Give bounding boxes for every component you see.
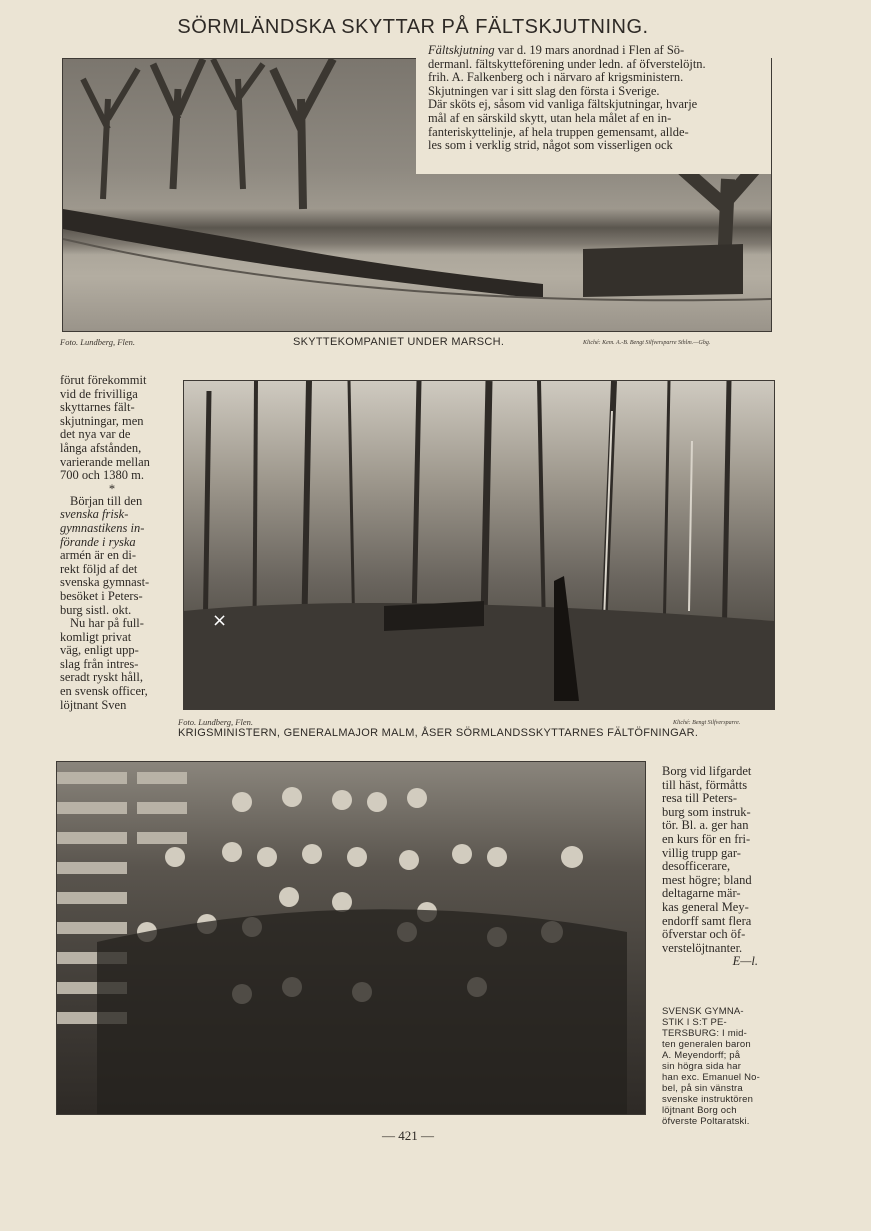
text-line: desofficerare, bbox=[662, 859, 731, 874]
text-line: Nu har på full- bbox=[70, 616, 144, 631]
caption-line: öfverste Poltaratski. bbox=[662, 1116, 750, 1127]
cliche-credit: Kliché: Bengt Silfversparre. bbox=[673, 720, 741, 726]
forest-scene-icon bbox=[184, 381, 774, 709]
text-line: Borg vid lifgardet bbox=[662, 764, 752, 778]
text-line: löjtnant Sven bbox=[60, 697, 127, 712]
intro-line: dermanl. fältskytteförening under ledn. af öfverstelöjtn. bbox=[428, 56, 706, 71]
text-line: till häst, förmåtts bbox=[662, 777, 748, 792]
text-line: burg sistl. okt. bbox=[60, 602, 132, 617]
text-line: en svensk officer, bbox=[60, 684, 148, 699]
text-line: resa till Peters- bbox=[662, 791, 737, 806]
signature: E—l. bbox=[732, 954, 758, 969]
text-line: besöket i Peters- bbox=[60, 588, 143, 603]
text-line: komligt privat bbox=[60, 629, 132, 644]
text-line: armén är en di- bbox=[60, 548, 137, 563]
intro-line: Där sköts ej, såsom vid vanliga fältskjutningar, hvarje bbox=[428, 97, 698, 112]
text-line: långa afstånden, bbox=[60, 440, 142, 455]
text-line: 700 och 1380 m. bbox=[60, 468, 145, 483]
text-line: deltagarne mär- bbox=[662, 886, 741, 901]
text-line: seradt ryskt håll, bbox=[60, 670, 143, 685]
caption-line: han exc. Emanuel No- bbox=[662, 1072, 760, 1083]
text-line: rekt följd af det bbox=[60, 561, 138, 576]
intro-line: les som i verklig strid, något som visserligen ock bbox=[428, 138, 673, 153]
text-line: det nya var de bbox=[60, 427, 131, 442]
caption-line: sin högra sida har bbox=[662, 1061, 742, 1072]
left-text-column bbox=[60, 374, 164, 712]
text-line: villig trupp gar- bbox=[662, 845, 741, 860]
photo-field-exercise-image bbox=[183, 380, 775, 710]
photo-caption: KRIGSMINISTERN, GENERALMAJOR MALM, ÅSER SÖRMLANDSSKYTTARNES FÄLTÖFNINGAR. bbox=[178, 727, 699, 739]
text-line: endorff samt flera bbox=[662, 913, 752, 928]
text-line: gymnastikens in- bbox=[60, 520, 145, 535]
section-separator: * bbox=[108, 481, 116, 496]
photo-credit: Foto. Lundberg, Flen. bbox=[60, 337, 135, 347]
text-line: öfverstar och öf- bbox=[662, 927, 746, 942]
svg-text:×: × bbox=[212, 610, 228, 631]
text-line: väg, enligt upp- bbox=[60, 643, 139, 658]
caption-line: löjtnant Borg och bbox=[662, 1105, 737, 1116]
text-line: varierande mellan bbox=[60, 454, 150, 469]
text-line: Början till den bbox=[70, 493, 143, 508]
intro-line: var d. 19 mars anordnad i Flen af Sö- bbox=[497, 43, 685, 57]
text-line: mest högre; bland bbox=[662, 872, 752, 887]
caption-line: A. Meyendorff; på bbox=[662, 1050, 741, 1061]
intro-line: fanteriskyttelinje, af hela truppen gemensamt, allde- bbox=[428, 124, 689, 139]
portrait-caption bbox=[662, 1006, 770, 1127]
text-line: förut förekommit bbox=[60, 373, 147, 387]
caption-line: svenske instruktören bbox=[662, 1094, 754, 1105]
text-line: en kurs för en fri- bbox=[662, 831, 751, 846]
text-line: tör. Bl. a. ger han bbox=[662, 818, 749, 833]
intro-line: Skjutningen var i sitt slag den första i Sverige. bbox=[428, 83, 660, 98]
text-line: slag från intres- bbox=[60, 656, 139, 671]
cliche-credit: Kliché: Kem. A.-B. Bengt Silfversparre Sthlm.—Gbg. bbox=[583, 340, 711, 346]
intro-line: frih. A. Falkenberg och i närvaro af krigsministern. bbox=[428, 70, 684, 85]
text-line: förande i ryska bbox=[60, 534, 136, 549]
text-line: skyttarnes fält- bbox=[60, 400, 135, 415]
text-line: skjutningar, men bbox=[60, 413, 144, 428]
caption-line: STIK I S:T PE- bbox=[662, 1017, 727, 1028]
text-line: burg som instruk- bbox=[662, 804, 751, 819]
photo-group-portrait-image bbox=[56, 761, 646, 1115]
text-line: vid de frivilliga bbox=[60, 386, 138, 401]
caption-line: ten generalen baron bbox=[662, 1039, 751, 1050]
caption-line: SVENSK GYMNA- bbox=[662, 1006, 744, 1017]
page-title: SÖRMLÄNDSKA SKYTTAR PÅ FÄLTSKJUTNING. bbox=[177, 16, 649, 38]
right-text-column bbox=[662, 765, 770, 969]
group-portrait-icon bbox=[57, 762, 645, 1114]
text-line: svenska gymnast- bbox=[60, 575, 150, 590]
caption-line: TERSBURG: I mid- bbox=[662, 1028, 748, 1039]
intro-lead: Fältskjutning bbox=[428, 43, 495, 57]
page-number: — 421 — bbox=[382, 1128, 434, 1143]
photo-credit: Foto. Lundberg, Flen. bbox=[178, 717, 253, 727]
intro-text-block bbox=[416, 44, 771, 174]
text-line: verstelöjtnanter. bbox=[662, 940, 743, 955]
photo-caption: SKYTTEKOMPANIET UNDER MARSCH. bbox=[293, 336, 505, 348]
caption-line: bel, på sin vänstra bbox=[662, 1083, 743, 1094]
intro-line: mål af en särskild skytt, utan hela målet af en in- bbox=[428, 110, 672, 125]
text-line: kas general Mey- bbox=[662, 899, 749, 914]
text-line: svenska frisk- bbox=[60, 507, 129, 522]
